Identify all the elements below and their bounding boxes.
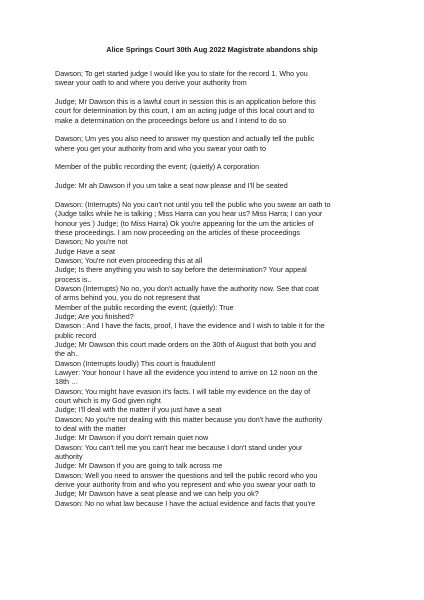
- transcript-line: honour yes ) Judge; (to Miss Harra) Ok you're appearing for the um the articles of: [55, 218, 314, 228]
- transcript-line: Judge; Is there anything you wish to say before the determination? Your appeal: [55, 265, 307, 275]
- transcript-line: court which is my God given right: [55, 396, 161, 406]
- transcript-paragraph: [55, 200, 385, 508]
- transcript-line: Dawson: No no what law because I have the actual evidence and facts that you're: [55, 498, 316, 508]
- transcript-line: Dawson; You're not even proceeding this at all: [55, 255, 203, 265]
- transcript-line: of arms behind you, you do not represent that: [55, 293, 201, 303]
- transcript-line: Dawson; To get started judge I would like you to state for the record 1. Who you: [55, 69, 308, 78]
- transcript-line: public record: [55, 330, 97, 340]
- transcript-line: Member of the public recording the event; (quietly): True: [55, 302, 234, 312]
- transcript-line: Member of the public recording the event; (quietly) A corporation: [55, 162, 260, 172]
- transcript-line: Dawson; No you're not: [55, 237, 128, 247]
- transcript-line: Judge Have a seat: [55, 246, 115, 256]
- transcript-line: Judge; Mr Dawson have a seat please and we can help you ok?: [55, 489, 259, 499]
- transcript-line: authority: [55, 452, 83, 462]
- transcript-line: the ah..: [55, 349, 79, 359]
- document-title: Alice Springs Court 30th Aug 2022 Magistrate abandons ship: [106, 45, 318, 54]
- transcript-line: Dawson; No you're not dealing with this matter because you don't have the authority: [55, 414, 323, 424]
- transcript-line: Dawson: You can't tell me you can't hear me because I don't stand under your: [55, 442, 303, 452]
- transcript-line: Dawson; You might have evasion it's facts. I will table my evidence on the day of: [55, 386, 311, 396]
- transcript-line: court for determination by this court, I am an acting judge of this local court and to: [55, 106, 315, 116]
- transcript-line: Judge: Mr Dawson if you are going to talk across me: [55, 461, 223, 471]
- transcript-paragraph: [55, 97, 385, 125]
- transcript-paragraph: [55, 162, 385, 171]
- transcript-line: Judge: Mr ah Dawson if you um take a seat now please and I'll be seated: [55, 181, 288, 191]
- transcript-line: Dawson (Interrupts loudly) This court is fraudulent!: [55, 358, 216, 368]
- transcript-line: Dawson: (Interrupts) No you can't not until you tell the public who you swear an oath to: [55, 199, 331, 209]
- transcript-line: these proceedings. I am now proceeding on the articles of these proceedings: [55, 227, 300, 237]
- transcript-line: (Judge talks while he is talking ; Miss Harra can you hear us? Miss Harra; I can your: [55, 209, 323, 219]
- transcript-line: 18th …: [55, 377, 79, 387]
- transcript-line: Dawson : And I have the facts, proof, I have the evidence and I wish to table it for the: [55, 321, 325, 331]
- transcript-line: derive your authority from and who you represent and who you swear your oath to: [55, 480, 316, 490]
- transcript-line: to deal with the matter: [55, 424, 126, 434]
- transcript-paragraph: [55, 134, 385, 153]
- transcript-line: Dawson: Well you need to answer the questions and tell the public record who you: [55, 470, 318, 480]
- transcript-line: Judge; Are you finished?: [55, 311, 134, 321]
- transcript-line: where you get your authority from and who you swear your oath to: [55, 143, 266, 153]
- transcript-line: Dawson; Um yes you also need to answer my question and actually tell the public: [55, 134, 315, 144]
- document-body: [55, 69, 385, 508]
- transcript-line: make a determination on the proceedings before us and I intend to do so: [55, 115, 287, 125]
- transcript-line: process is..: [55, 274, 92, 284]
- transcript-line: Judge; Mr Dawson this court made orders on the 30th of August that both you and: [55, 339, 316, 349]
- transcript-paragraph: [55, 181, 385, 190]
- transcript-paragraph: [55, 69, 385, 88]
- transcript-line: Judge; Mr Dawson this is a lawful court in session this is an application before this: [55, 97, 316, 107]
- transcript-line: Judge; I'll deal with the matter if you just have a seat: [55, 405, 222, 415]
- transcript-line: Judge: Mr Dawson if you don't remain quiet now: [55, 433, 209, 443]
- transcript-line: Dawson (Interrupts) No no, you don't actually have the authority now. See that coat: [55, 283, 319, 293]
- transcript-line: Lawyer: Your honour I have all the evidence you intend to arrive on 12 noon on the: [55, 368, 318, 377]
- transcript-line: swear your oath to and where you derive your authority from: [55, 78, 247, 88]
